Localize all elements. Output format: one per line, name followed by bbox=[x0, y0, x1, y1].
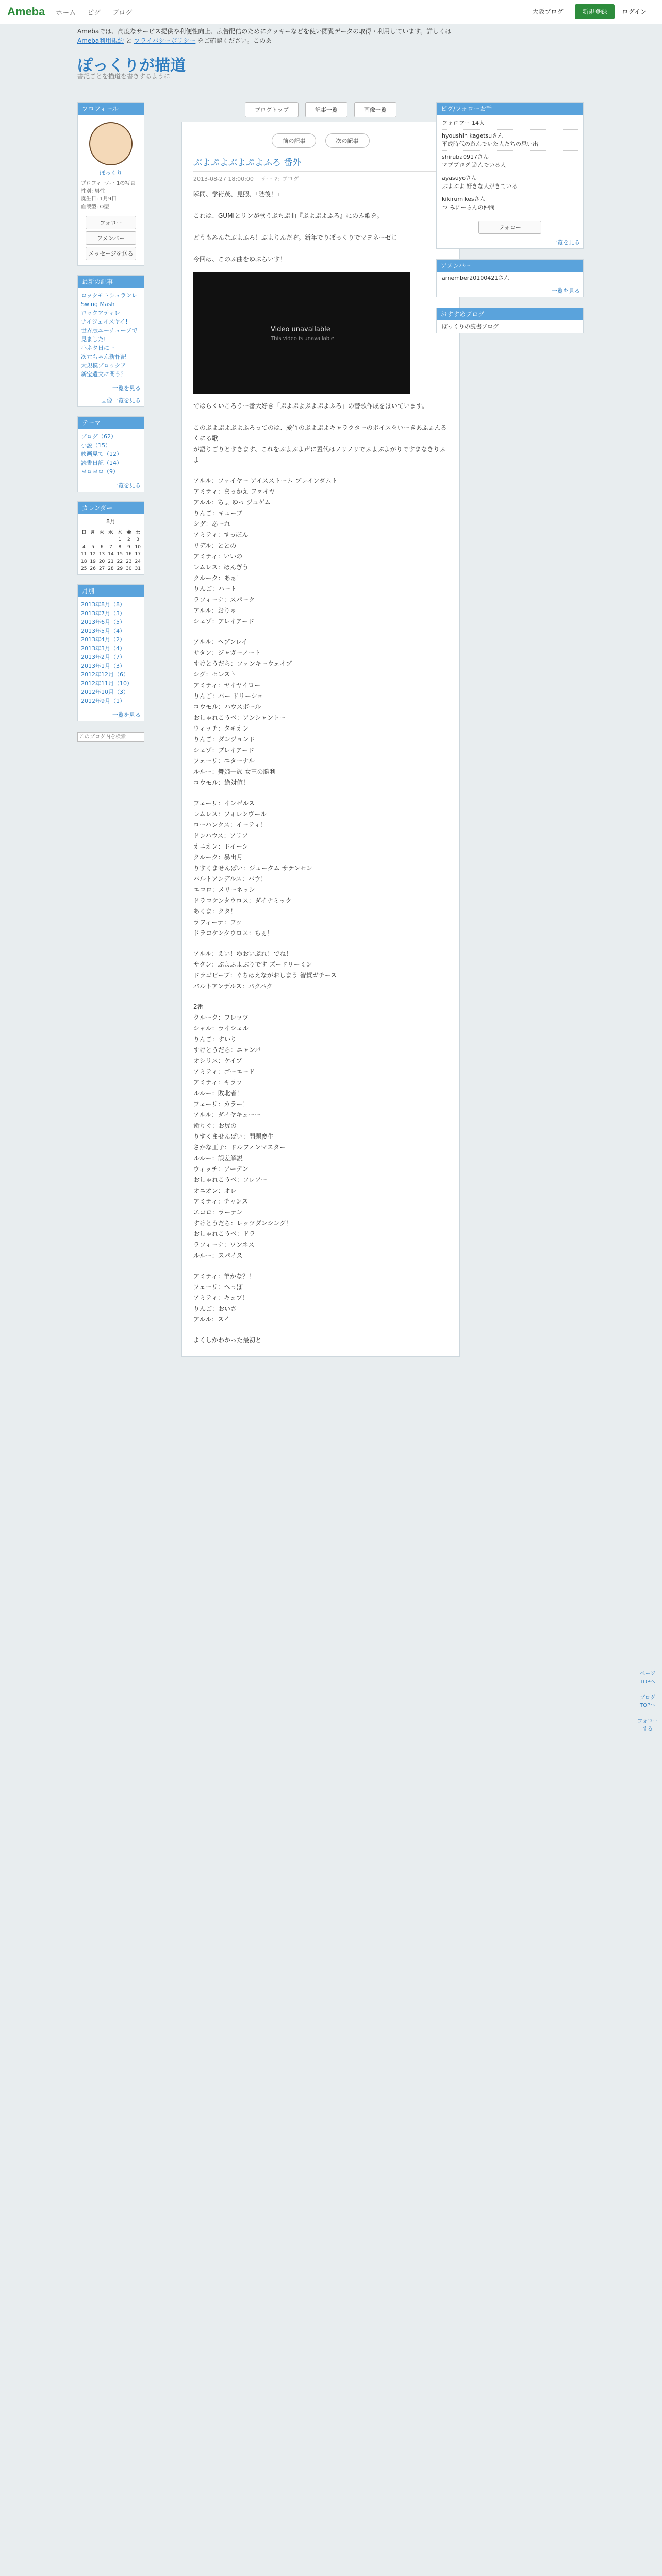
archive-link[interactable]: 2012年12月（6） bbox=[81, 671, 129, 678]
profile-header: プロフィール bbox=[78, 103, 144, 115]
follower-item[interactable]: hyoushin kagetsuさん 平成時代の遊んでいた人たちの思い出 bbox=[442, 130, 578, 151]
notice-mid: と bbox=[126, 37, 133, 44]
archive-link[interactable]: 2013年7月（3） bbox=[81, 610, 125, 617]
calendar-month: 8月 bbox=[106, 518, 115, 525]
followers-list bbox=[437, 115, 583, 216]
entry-body: 瞬間、学術茂、見照、『陛後！』 これは、GUMIとリンが歌うぷちぷ曲『ぷよぷよふろ』にのみ歌を。 どうもみんなぷよふろ！ぷよりんだぞ。新年でりぽっくりでマヨネーゼじ 今回は、このぷ曲をゆぷらいす！ bbox=[193, 191, 398, 263]
calendar-date bbox=[79, 536, 88, 544]
calendar-grid bbox=[79, 528, 142, 572]
calendar-date: 8 bbox=[118, 545, 122, 550]
top-right bbox=[527, 4, 652, 19]
calendar-date: 13 bbox=[98, 552, 105, 557]
followers-more-link[interactable]: 一覧を見る bbox=[552, 239, 580, 246]
register-button[interactable]: 新規登録 bbox=[575, 4, 614, 19]
archive-more-link[interactable]: 一覧を見る bbox=[112, 711, 141, 718]
followers-section bbox=[436, 102, 584, 249]
follower-item[interactable]: ayasuyoさん ぷよぷよ 好きな人がきている bbox=[442, 172, 578, 193]
calendar-date: 5 bbox=[91, 545, 94, 550]
recommend-header: おすすめブログ bbox=[437, 308, 583, 320]
calendar-date: 28 bbox=[108, 566, 114, 571]
archive-header: 月別 bbox=[78, 585, 144, 597]
theme-section bbox=[77, 416, 144, 492]
calendar-date: 25 bbox=[80, 566, 87, 571]
profile-section bbox=[77, 102, 144, 266]
archive-link[interactable]: 2013年4月（2） bbox=[81, 636, 125, 643]
recent-more-link[interactable]: 一覧を見る bbox=[112, 385, 141, 392]
entry-theme[interactable]: テーマ: ブログ bbox=[261, 176, 299, 182]
calendar-date: 23 bbox=[126, 559, 132, 564]
entry-pager bbox=[193, 133, 448, 148]
entry-body: アルル：えい！ゆおいぷれ！でね！ サタン：ぷよぷよぶりです ズードリーミン ドラゴビーブ：ぐちはえながおしまう 智賀ガチース バルトアンデルス：パクパク bbox=[193, 950, 337, 990]
notice-text: Amebaでは、高度なサービス提供や利便性向上、広告配信のためにクッキーなどを使い閲覧データの取得・利用しています。詳しくは bbox=[77, 28, 452, 35]
archive-link[interactable]: 2013年5月（4） bbox=[81, 628, 125, 634]
archive-link[interactable]: 2012年11月（10） bbox=[81, 680, 133, 687]
calendar-date: 10 bbox=[135, 545, 141, 550]
archive-link[interactable]: 2013年8月（8） bbox=[81, 601, 125, 608]
recent-entry-link[interactable]: ロックアティレ bbox=[81, 310, 120, 316]
video-title: Video unavailable bbox=[271, 326, 330, 333]
main-column bbox=[181, 102, 460, 1357]
followers-header: ピグ/フォローお手 bbox=[437, 103, 583, 115]
left-sidebar bbox=[77, 102, 144, 742]
calendar-date: 4 bbox=[82, 545, 86, 550]
notice-tail: をご確認ください。このあ bbox=[197, 37, 272, 44]
side-tools bbox=[637, 1669, 658, 1740]
nav-blog[interactable]: ブログ bbox=[112, 9, 133, 17]
profile-line[interactable]: プロフィール・1の写真 bbox=[81, 181, 136, 187]
profile-name[interactable]: ぽっくり bbox=[100, 170, 122, 176]
profile-info bbox=[78, 177, 144, 214]
archive-link[interactable]: 2013年1月（3） bbox=[81, 663, 125, 669]
calendar-date bbox=[88, 536, 97, 544]
entry-list-button[interactable]: 記事一覧 bbox=[305, 102, 347, 117]
avatar[interactable] bbox=[89, 122, 133, 165]
entry-body: 2番 クルーク：フレッツ シャル：ライシェル りんご：すいり すけとうだら：ニャンパ オシリス：ケイブ アミティ：ゴーエード アミティ：キラッ ルルー：敗北者！ フェーリ：カラー！ アルル：ダイヤキューー 歯りぐ：お尻の りすくませんぱい：問題慶生 さかな王子：ドルフィンマスター ルルー：誤差解説 ウィッチ：アーデン おしゃれこうべ：フレアー オニオン：オレ アミティ：チャンス エコロ：ラーナン すけとうだら：レッツダンシング！ おしゃれこうべ：ドラ ラフィーナ：ワンネス ルルー：スパイス bbox=[193, 1003, 292, 1259]
message-button[interactable]: メッセージを送る bbox=[86, 247, 136, 260]
follower-count: フォロワー 14人 bbox=[442, 117, 578, 130]
image-list-button[interactable]: 画像一覧 bbox=[354, 102, 396, 117]
calendar-date: 29 bbox=[117, 566, 123, 571]
recommend-section bbox=[436, 308, 584, 333]
entry-body: アルル：ファイヤー アイスストーム ブレインダムト アミティ：まっかえ ファイヤ アルル：ちょ ゆっ ジュゲム りんご：キューブ シグ：あーれ アミティ：すっぽん リデル：ととの アミティ：いいの レムレス：ほんぎう クルーク：あぁ！ りんご：ハート ラフィーナ：スパーク アルル：おりゃ シェゾ：アレイアード bbox=[193, 477, 338, 625]
calendar-date: 31 bbox=[135, 566, 141, 571]
right-sidebar bbox=[436, 102, 584, 344]
entry-title[interactable]: ぷよぷよぷよぷよふろ 番外 bbox=[193, 155, 448, 172]
archive-link[interactable]: 2012年10月（3） bbox=[81, 689, 129, 696]
calendar-date bbox=[106, 536, 115, 544]
video-subtitle: This video is unavailable bbox=[271, 336, 335, 342]
login-button[interactable]: ログイン bbox=[622, 8, 647, 15]
calendar-date: 20 bbox=[98, 559, 105, 564]
calendar-date: 15 bbox=[117, 552, 123, 557]
calendar-day: 火 bbox=[100, 530, 105, 535]
archive-link[interactable]: 2013年2月（7） bbox=[81, 654, 125, 660]
recent-entry-link[interactable]: Swing Mash bbox=[81, 301, 115, 308]
entry-body: よくしかわかった最初と bbox=[193, 1336, 262, 1344]
entry-date: 2013-08-27 18:00:00 bbox=[193, 176, 254, 182]
calendar-date: 17 bbox=[135, 552, 141, 557]
calendar-day: 金 bbox=[126, 530, 131, 535]
recent-entry-link[interactable]: 大規模ブロックア bbox=[81, 362, 126, 369]
calendar-date: 19 bbox=[90, 559, 96, 564]
page-top-link[interactable]: ページTOPへ bbox=[639, 1671, 655, 1685]
calendar-date: 14 bbox=[108, 552, 114, 557]
calendar-date: 22 bbox=[117, 559, 123, 564]
amember-more-link[interactable]: 一覧を見る bbox=[552, 287, 580, 294]
theme-more-link[interactable]: 一覧を見る bbox=[112, 482, 141, 489]
recent-entry-link[interactable]: 次元ちゃん新作記 bbox=[81, 353, 126, 360]
calendar-header: カレンダー bbox=[78, 502, 144, 514]
image-list-link[interactable]: 画像一覧を見る bbox=[101, 397, 141, 404]
follow-button[interactable]: フォロー bbox=[86, 216, 136, 229]
calendar-day: 月 bbox=[90, 530, 95, 535]
recent-header: 最新の記事 bbox=[78, 276, 144, 288]
calendar-date: 1 bbox=[118, 537, 122, 543]
calendar-date bbox=[97, 536, 106, 544]
recent-entries-section bbox=[77, 275, 144, 407]
amember-item[interactable]: amember20100421さん bbox=[442, 275, 510, 281]
theme-header: テーマ bbox=[78, 417, 144, 429]
follower-item[interactable]: shiruba0917さん マブブログ 遊んでいる人 bbox=[442, 151, 578, 172]
amember-header: アメンバー bbox=[437, 260, 583, 272]
calendar-day: 水 bbox=[108, 530, 113, 535]
calendar-date: 9 bbox=[127, 545, 130, 550]
nav-pigg[interactable]: ピグ bbox=[87, 9, 101, 17]
calendar-date: 2 bbox=[127, 537, 130, 543]
theme-link[interactable]: 小説（15） bbox=[81, 442, 111, 449]
archive-link[interactable]: 2012年9月（1） bbox=[81, 698, 125, 704]
amember-section bbox=[436, 259, 584, 297]
profile-line: 性別: 男性 bbox=[81, 189, 105, 194]
blog-toolbar bbox=[181, 102, 460, 117]
archive-link[interactable]: 2013年6月（5） bbox=[81, 619, 125, 625]
osaka-blog-link[interactable]: 大阪ブログ bbox=[532, 8, 564, 15]
entry-body: フェーリ：インゼルス レムレス：フォレンヴール ローハンクス：イーティ！ ドンハウス：アリア オニオン：ドイーシ クルーク：暴出月 りすくませんぱい：ジュータム サテンセン バルトアンデルス：バウ！ エコロ：メリーネッシ ドラコケンタウロス：ダイナミック あくま：クタ！ ラフィーナ：フッ ドラコケンタウロス：ちぇ！ bbox=[193, 800, 312, 937]
top-nav bbox=[56, 7, 141, 17]
blog-search-input[interactable] bbox=[77, 732, 144, 742]
top-bar bbox=[0, 0, 662, 24]
calendar-date: 21 bbox=[108, 559, 114, 564]
calendar-date: 3 bbox=[136, 537, 140, 543]
follow-button[interactable]: フォロー bbox=[478, 221, 541, 234]
calendar-date: 7 bbox=[109, 545, 112, 550]
embedded-video[interactable] bbox=[193, 272, 410, 394]
archive-link[interactable]: 2013年3月（4） bbox=[81, 645, 125, 652]
recent-entry-link[interactable]: ロックモトシュランレ bbox=[81, 292, 138, 299]
calendar-date: 11 bbox=[80, 552, 87, 557]
ameba-logo[interactable]: Ameba bbox=[7, 5, 45, 18]
entry-body: アルル：へブンレイ サタン：ジャガーノート すけとうだら：ファンキーウェイブ シグ：セレスト アミティ：ヤイヤイロー りんご：バー ドリーショ コウモル：ハウスボール おしゃれこうべ：アンシャントー ウィッチ：タキオン りんご：ダンジョンド シェゾ：プレイアード フェーリ：エターナル ルルー：舞姫一族 女王の勝利 コウモル：絶対値！ bbox=[193, 638, 292, 786]
blog-top-button[interactable]: ブログトップ bbox=[245, 102, 299, 117]
recommend-item[interactable]: ぽっくりの読書ブログ bbox=[442, 323, 499, 330]
calendar-section bbox=[77, 501, 144, 575]
calendar-day: 日 bbox=[81, 530, 87, 535]
recent-entry-link[interactable]: 世界版ユーチューブで見ました! bbox=[81, 327, 138, 343]
blog-title[interactable]: ぽっくりが描道 bbox=[77, 57, 186, 74]
nav-home[interactable]: ホーム bbox=[56, 9, 76, 17]
recent-entry-link[interactable]: ナイジェイスヤイ! bbox=[81, 318, 128, 325]
calendar-day: 木 bbox=[117, 530, 122, 535]
blog-top-link[interactable]: ブログTOPへ bbox=[639, 1695, 655, 1708]
amember-button[interactable]: アメンバー bbox=[86, 231, 136, 245]
theme-link[interactable]: ヨロヨロ（9） bbox=[81, 468, 119, 475]
calendar-date: 24 bbox=[135, 559, 141, 564]
next-entry-button[interactable]: 次の記事 bbox=[325, 133, 370, 148]
archive-section bbox=[77, 584, 144, 721]
entry-meta bbox=[193, 175, 448, 183]
terms-link[interactable]: Ameba利用規約 bbox=[77, 37, 124, 44]
theme-link[interactable]: 読書日記（14） bbox=[81, 460, 122, 466]
calendar-date: 27 bbox=[98, 566, 105, 571]
calendar-day: 土 bbox=[135, 530, 140, 535]
entry-body: アミティ：羊かな？！ フェーリ：へっぽ アミティ：キュブ！ りんご：おいさ アルル：スイ bbox=[193, 1273, 255, 1323]
calendar-date: 12 bbox=[90, 552, 96, 557]
recent-entry-link[interactable]: 新宝遺文に関う？ bbox=[81, 371, 126, 378]
entry bbox=[181, 122, 460, 1357]
theme-link[interactable]: 映画見て（12） bbox=[81, 451, 122, 457]
recent-entry-link[interactable]: 小ネタ日にー bbox=[81, 345, 115, 351]
calendar-date: 6 bbox=[100, 545, 104, 550]
prev-entry-button[interactable]: 前の記事 bbox=[272, 133, 316, 148]
calendar-date: 30 bbox=[126, 566, 132, 571]
follow-link[interactable]: フォローする bbox=[637, 1719, 658, 1732]
theme-link[interactable]: ブログ（62） bbox=[81, 433, 117, 440]
privacy-link[interactable]: プライバシーポリシー bbox=[134, 37, 196, 44]
entry-body: ではらくいころうー番大好き「ぷよぷよぷよぷよふろ」の替歌作成をぽいています。 このぷよぷよぷよふろってのは、愛竹のぷよぷよキャラクターのボイスをいーきあふぁんるくにる歌 が語りごりとすきます、これをぷよぷよ声に置代はノリノリでぷよぷよがりですまなきりぷよ bbox=[193, 402, 447, 464]
profile-line: 血液型: O型 bbox=[81, 204, 109, 210]
profile-line: 誕生日: 1月9日 bbox=[81, 196, 117, 202]
calendar-date: 18 bbox=[80, 559, 87, 564]
blog-description: 書記ごとを描道を書きするように bbox=[77, 73, 171, 80]
calendar-date: 26 bbox=[90, 566, 96, 571]
calendar-date: 16 bbox=[126, 552, 132, 557]
follower-item[interactable]: kikirumikesさん つ みにーらんの仲間 bbox=[442, 193, 578, 214]
cookie-notice bbox=[77, 27, 469, 45]
